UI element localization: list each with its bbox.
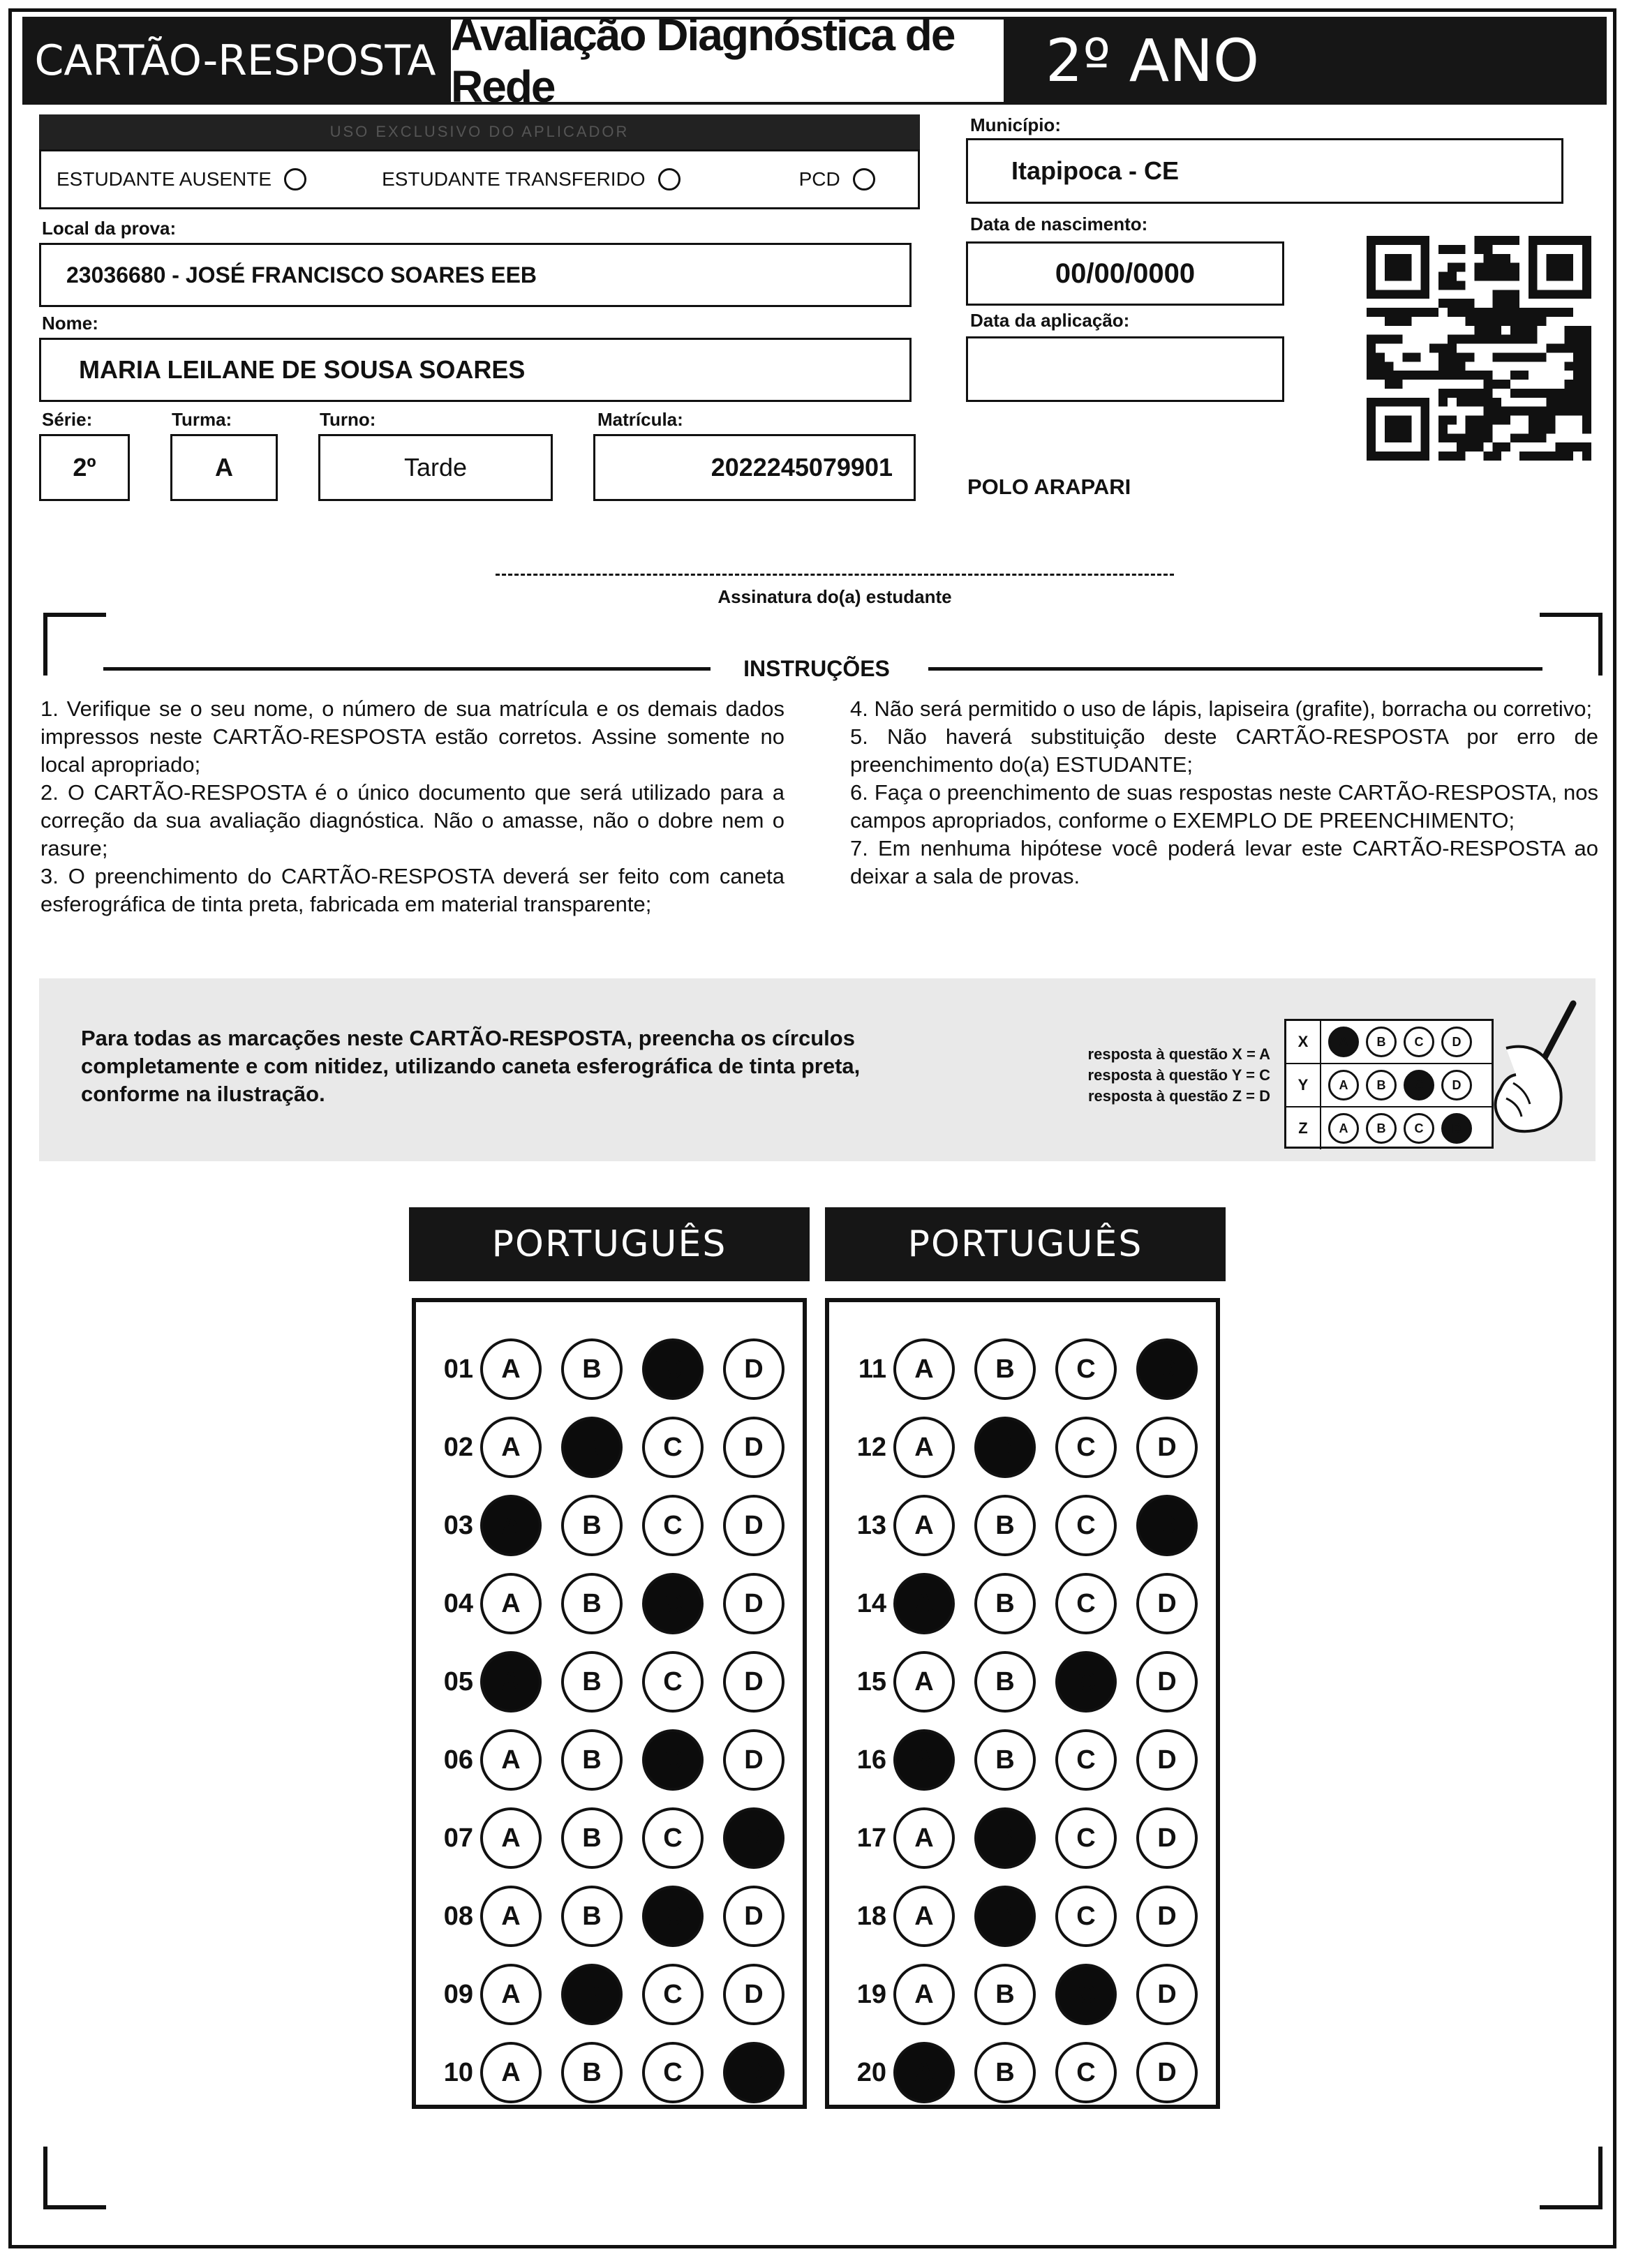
answer-bubble-d[interactable]: D [723,1886,784,1947]
answer-bubble-d[interactable]: D [1136,1338,1198,1400]
question-row [842,1486,1198,1565]
answer-bubble-d[interactable]: D [1136,1729,1198,1791]
application-date-field [966,336,1284,402]
question-number: 11 [858,1354,886,1384]
answer-bubble-c[interactable]: C [1055,1338,1117,1400]
answer-bubble-d[interactable]: D [1136,1964,1198,2025]
question-number: 18 [856,1901,886,1931]
answer-bubble-d[interactable]: D [723,1807,784,1869]
application-date-label: Data da aplicação: [970,310,1130,331]
answer-bubble-b[interactable]: B [974,1807,1036,1869]
answer-bubble-b[interactable]: B [561,1807,623,1869]
series-label: Série: [42,409,93,430]
class-label: Turma: [172,409,232,430]
example-bubble-a: A [1328,1113,1359,1144]
example-bubble-a: A [1328,1070,1359,1101]
shift-label: Turno: [320,409,376,430]
answer-bubble-d[interactable]: D [1136,1417,1198,1478]
grade-title: 2º ANO [1006,17,1607,105]
answer-bubble-a[interactable]: A [480,1573,542,1634]
example-bubble-c: C [1404,1070,1434,1101]
answer-bubble-c[interactable]: C [642,1573,704,1634]
answer-bubble-a[interactable]: A [893,1651,955,1713]
answer-bubble-d[interactable]: D [1136,1807,1198,1869]
question-row [429,1330,784,1408]
answer-bubble-b[interactable]: B [974,1573,1036,1634]
question-number: 01 [443,1354,473,1384]
answer-bubble-a[interactable]: A [480,1964,542,2025]
class-field: A [170,434,278,501]
answer-bubble-a[interactable]: A [893,1573,955,1634]
example-legend-line: resposta à questão Z = D [1087,1087,1270,1105]
answer-bubble-a[interactable]: A [480,1495,542,1556]
corner-mark-top-left [43,613,106,676]
example-row-key: Z [1286,1107,1321,1149]
answer-bubble-c[interactable]: C [642,1338,704,1400]
answer-bubble-c[interactable]: C [1055,2042,1117,2103]
municipality-label: Município: [970,114,1061,135]
question-row [842,1955,1198,2034]
question-number: 20 [856,2057,886,2087]
exam-location-field: 23036680 - JOSÉ FRANCISCO SOARES EEB [39,243,912,307]
example-grid [1284,1019,1494,1149]
answer-bubble-b[interactable]: B [561,1495,623,1556]
answer-bubble-d[interactable]: D [1136,1495,1198,1556]
answer-bubble-b[interactable]: B [974,1886,1036,1947]
answer-bubble-c[interactable]: C [642,1651,704,1713]
example-bubble-d: D [1441,1113,1472,1144]
exam-location-label: Local da prova: [42,218,177,239]
card-title: CARTÃO-RESPOSTA [22,17,448,105]
absent-option[interactable] [57,168,306,191]
question-row [842,1408,1198,1486]
question-row [429,1565,784,1643]
instruction-item: 6. Faça o preenchimento de suas respostas neste CARTÃO-RESPOSTA, nos campos apropriados, conforme o EXEMPLO DE PREENCHIMENTO; [850,780,1598,833]
instructions-left-column [40,695,784,918]
question-number: 07 [443,1823,473,1853]
answer-bubble-c[interactable]: C [642,1964,704,2025]
example-row [1286,1107,1492,1149]
answer-bubble-d[interactable]: D [723,1495,784,1556]
birth-date-label: Data de nascimento: [970,214,1148,234]
example-bubble-d: D [1441,1070,1472,1101]
answer-bubble-a[interactable]: A [893,1729,955,1791]
exam-title: Avaliação Diagnóstica de Rede [448,17,1006,105]
hand-with-pen-icon [1485,999,1583,1136]
question-number: 09 [443,1979,473,2009]
answer-bubble-d[interactable]: D [1136,1651,1198,1713]
qr-code-icon [1367,236,1591,461]
answer-bubble-b[interactable]: B [974,1417,1036,1478]
answer-bubble-a[interactable]: A [480,1651,542,1713]
answer-bubble-b[interactable]: B [561,1964,623,2025]
question-row [842,1799,1198,1877]
answer-bubble-d[interactable]: D [723,2042,784,2103]
instruction-item: 5. Não haverá substituição deste CARTÃO-RESPOSTA por erro de preenchimento do(a) ESTUDANTE; [850,724,1598,777]
instruction-item: 3. O preenchimento do CARTÃO-RESPOSTA deverá ser feito com caneta esferográfica de tinta preta, fabricada em material transparente; [40,864,784,916]
question-number: 10 [443,2057,473,2087]
question-row [429,2034,784,2112]
question-number: 03 [443,1510,473,1540]
answer-bubble-d[interactable]: D [723,1964,784,2025]
answer-bubble-c[interactable]: C [1055,1417,1117,1478]
instructions-right-column [850,695,1598,890]
answer-bubble-a[interactable]: A [893,1417,955,1478]
answer-bubble-c[interactable]: C [1055,1651,1117,1713]
answer-bubble-a[interactable]: A [480,2042,542,2103]
answer-bubble-a[interactable]: A [480,1729,542,1791]
example-bubble-b: B [1366,1113,1397,1144]
answer-bubble-c[interactable]: C [1055,1495,1117,1556]
answer-bubble-b[interactable]: B [561,1338,623,1400]
example-bubble-c: C [1404,1113,1434,1144]
question-row [429,1643,784,1721]
question-row [429,1408,784,1486]
question-row [429,1721,784,1799]
municipality-field: Itapipoca - CE [966,138,1563,204]
instruction-item: 1. Verifique se o seu nome, o número de sua matrícula e os demais dados impressos neste CARTÃO-RESPOSTA estão corretos. Assine somente no local apropriado; [40,696,784,777]
answer-box-1 [412,1298,807,2109]
question-row [842,1330,1198,1408]
instruction-item: 2. O CARTÃO-RESPOSTA é o único documento que será utilizado para a correção da sua avaliação diagnóstica. Não o amasse, não o dobre nem o rasure; [40,780,784,860]
transferred-label: ESTUDANTE TRANSFERIDO [382,168,646,190]
answer-bubble-a[interactable]: A [480,1807,542,1869]
answer-bubble-d[interactable]: D [723,1729,784,1791]
question-number: 13 [856,1510,886,1540]
student-status-box [39,149,920,209]
question-number: 06 [443,1745,473,1775]
answer-bubble-a[interactable]: A [893,1807,955,1869]
question-row [429,1877,784,1955]
answer-bubble-c[interactable]: C [642,1495,704,1556]
question-row [842,2034,1198,2112]
enrollment-label: Matrícula: [597,409,683,430]
question-row [429,1799,784,1877]
transferred-radio[interactable] [658,168,681,191]
answer-bubble-a[interactable]: A [893,1338,955,1400]
birth-date-field: 00/00/0000 [966,241,1284,306]
example-legend-line: resposta à questão X = A [1087,1045,1270,1063]
question-number: 04 [443,1588,473,1618]
answer-bubble-a[interactable]: A [480,1417,542,1478]
answer-bubble-b[interactable]: B [974,1495,1036,1556]
answer-bubble-c[interactable]: C [1055,1886,1117,1947]
answer-bubble-c[interactable]: C [1055,1573,1117,1634]
corner-mark-top-right [1540,613,1602,676]
answer-bubble-d[interactable]: D [723,1338,784,1400]
question-row [842,1565,1198,1643]
subject-header: PORTUGUÊS [825,1207,1226,1281]
answer-bubble-c[interactable]: C [642,1886,704,1947]
question-number: 05 [443,1666,473,1696]
answer-bubble-d[interactable]: D [1136,2042,1198,2103]
answer-bubble-b[interactable]: B [974,1651,1036,1713]
answer-bubble-a[interactable]: A [893,2042,955,2103]
answer-bubble-a[interactable]: A [480,1886,542,1947]
question-row [429,1955,784,2034]
answer-bubble-c[interactable]: C [1055,1807,1117,1869]
answer-box-2 [825,1298,1220,2109]
question-number: 19 [856,1979,886,2009]
example-row [1286,1064,1492,1107]
answer-bubble-c[interactable]: C [642,1417,704,1478]
shift-field: Tarde [318,434,553,501]
answer-bubble-d[interactable]: D [723,1573,784,1634]
example-legend-line: resposta à questão Y = C [1087,1066,1270,1084]
instructions-title: INSTRUÇÕES [743,656,890,681]
pcd-option[interactable] [799,168,875,191]
corner-mark-bottom-left [43,2147,106,2209]
question-number: 02 [443,1432,473,1462]
enrollment-field: 2022245079901 [593,434,916,501]
series-field: 2º [39,434,130,501]
answer-bubble-b[interactable]: B [561,1651,623,1713]
answer-bubble-b[interactable]: B [974,1964,1036,2025]
question-number: 14 [856,1588,886,1618]
subject-header: PORTUGUÊS [409,1207,810,1281]
pcd-radio[interactable] [853,168,875,191]
instructions-rule-left [103,667,711,671]
example-bubble-c: C [1404,1027,1434,1057]
example-bubble-a: A [1328,1027,1359,1057]
pcd-label: PCD [798,168,840,190]
name-field: MARIA LEILANE DE SOUSA SOARES [39,338,912,402]
answer-bubble-d[interactable]: D [1136,1886,1198,1947]
name-label: Nome: [42,313,98,334]
answer-bubble-b[interactable]: B [974,1338,1036,1400]
transferred-option[interactable] [382,168,681,191]
answer-bubble-a[interactable]: A [893,1495,955,1556]
example-row-key: X [1286,1021,1321,1063]
question-number: 17 [856,1823,886,1853]
pole-label: POLO ARAPARI [967,475,1131,499]
corner-mark-bottom-right [1540,2147,1602,2209]
question-row [842,1721,1198,1799]
instructions-rule-right [928,667,1542,671]
answer-bubble-b[interactable]: B [561,1729,623,1791]
absent-label: ESTUDANTE AUSENTE [57,168,272,190]
example-bubble-b: B [1366,1070,1397,1101]
answer-bubble-b[interactable]: B [561,1417,623,1478]
answer-bubble-c[interactable]: C [1055,1729,1117,1791]
question-number: 08 [443,1901,473,1931]
absent-radio[interactable] [284,168,306,191]
question-number: 16 [856,1745,886,1775]
answer-bubble-a[interactable]: A [480,1338,542,1400]
answer-bubble-b[interactable]: B [561,1886,623,1947]
example-bubble-d: D [1441,1027,1472,1057]
question-row [842,1643,1198,1721]
question-number: 12 [856,1432,886,1462]
example-bubble-b: B [1366,1027,1397,1057]
signature-label: Assinatura do(a) estudante [717,586,952,607]
example-legend [1005,1044,1270,1107]
question-row [429,1486,784,1565]
answer-bubble-a[interactable]: A [893,1886,955,1947]
answer-bubble-d[interactable]: D [1136,1573,1198,1634]
applicator-bar: USO EXCLUSIVO DO APLICADOR [39,114,920,149]
answer-bubble-c[interactable]: C [642,1729,704,1791]
example-row [1286,1021,1492,1064]
instruction-item: 4. Não será permitido o uso de lápis, lapiseira (grafite), borracha ou corretivo; [850,696,1593,721]
question-row [842,1877,1198,1955]
example-row-key: Y [1286,1064,1321,1106]
answer-bubble-c[interactable]: C [1055,1964,1117,2025]
signature-line[interactable] [496,574,1174,576]
answer-bubble-d[interactable]: D [723,1651,784,1713]
answer-bubble-b[interactable]: B [561,1573,623,1634]
answer-bubble-b[interactable]: B [561,2042,623,2103]
answer-bubble-d[interactable]: D [723,1417,784,1478]
instruction-item: 7. Em nenhuma hipótese você poderá levar este CARTÃO-RESPOSTA ao deixar a sala de provas. [850,836,1598,888]
question-number: 15 [856,1666,886,1696]
answer-bubble-c[interactable]: C [642,2042,704,2103]
example-text: Para todas as marcações neste CARTÃO-RESPOSTA, preencha os círculos completamente e com nitidez, utilizando caneta esferográfica de tinta preta, conforme na ilustração. [81,1026,861,1106]
answer-bubble-b[interactable]: B [974,2042,1036,2103]
answer-bubble-c[interactable]: C [642,1807,704,1869]
answer-bubble-b[interactable]: B [974,1729,1036,1791]
answer-bubble-a[interactable]: A [893,1964,955,2025]
